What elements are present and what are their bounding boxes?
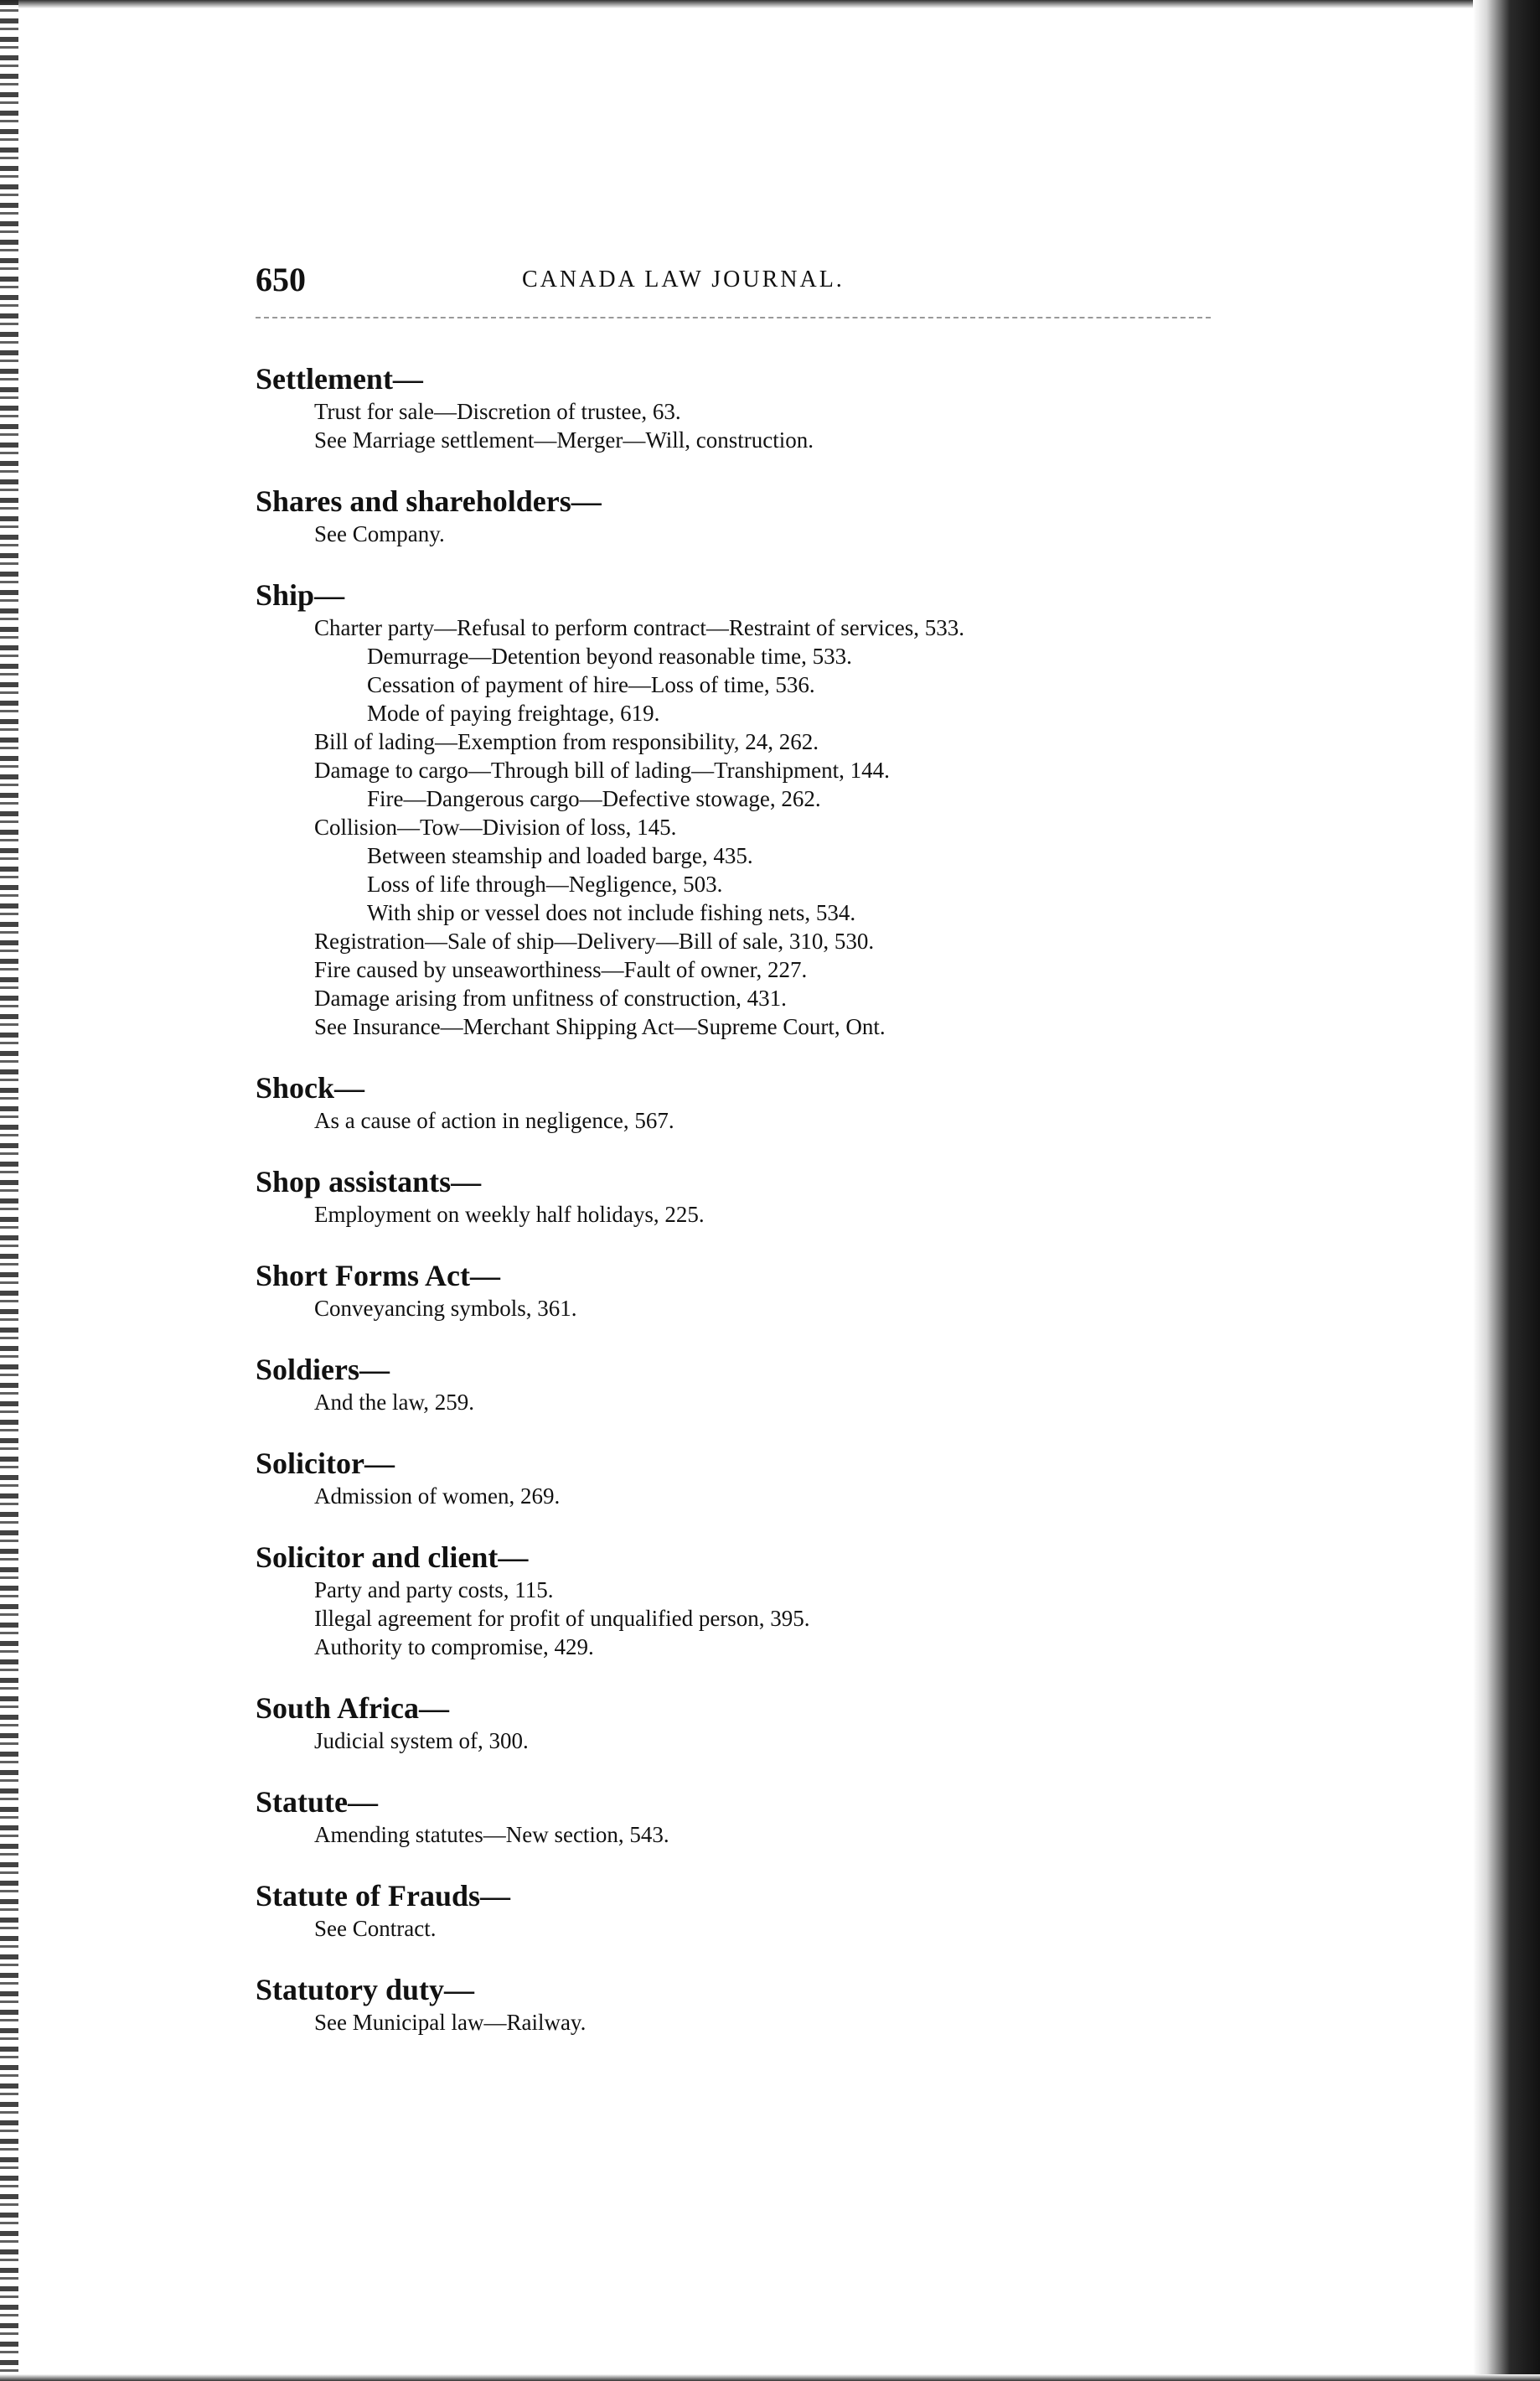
entry-heading: Shares and shareholders—: [256, 484, 602, 518]
entry-line: Employment on weekly half holidays, 225.: [314, 1202, 705, 1227]
entry-line: As a cause of action in negligence, 567.: [314, 1108, 674, 1133]
entry-heading: Shop assistants—: [256, 1165, 482, 1198]
entry-line: Registration—Sale of ship—Delivery—Bill of sale, 310, 530.: [314, 929, 875, 954]
entry-line: Authority to compromise, 429.: [314, 1634, 594, 1659]
entry-line: Admission of women, 269.: [314, 1483, 561, 1509]
index-entry: [256, 360, 1227, 454]
entry-line: Conveyancing symbols, 361.: [314, 1296, 577, 1321]
entry-heading: Short Forms Act—: [256, 1259, 500, 1292]
entry-subline: Loss of life through—Negligence, 503.: [367, 872, 723, 897]
entry-line: Bill of lading—Exemption from responsibility, 24, 262.: [314, 729, 819, 754]
entry-line: Judicial system of, 300.: [314, 1728, 529, 1753]
scan-border-left: [0, 0, 18, 2381]
index-entry: [256, 1783, 1227, 1849]
entry-heading: Soldiers—: [256, 1353, 390, 1386]
entry-heading: Solicitor—: [256, 1447, 395, 1480]
entry-heading: Solicitor and client—: [256, 1540, 529, 1574]
scan-border-top: [0, 0, 1540, 8]
entry-line: See Insurance—Merchant Shipping Act—Supreme Court, Ont.: [314, 1014, 886, 1039]
entry-line: And the law, 259.: [314, 1390, 474, 1415]
entry-heading: Settlement—: [256, 362, 423, 396]
entry-heading: Statutory duty—: [256, 1973, 475, 2006]
index-entries: [256, 360, 1227, 2037]
entry-line: See Contract.: [314, 1916, 437, 1941]
index-entry: [256, 1163, 1227, 1229]
entry-line: Amending statutes—New section, 543.: [314, 1822, 669, 1847]
entry-line: Damage arising from unfitness of construction, 431.: [314, 986, 787, 1011]
index-entry: [256, 1445, 1227, 1510]
entry-heading: Statute—: [256, 1785, 378, 1819]
entry-heading: Statute of Frauds—: [256, 1879, 510, 1913]
index-entry: [256, 1971, 1227, 2037]
entry-line: See Municipal law—Railway.: [314, 2010, 587, 2035]
entry-line: Damage to cargo—Through bill of lading—Transhipment, 144.: [314, 758, 890, 783]
index-entry: [256, 1069, 1227, 1135]
entry-subline: Fire—Dangerous cargo—Defective stowage, 262.: [367, 786, 821, 811]
index-entry: [256, 1877, 1227, 1943]
index-entry: [256, 1257, 1227, 1322]
journal-title: CANADA LAW JOURNAL.: [522, 267, 845, 292]
entry-line: Trust for sale—Discretion of trustee, 63.: [314, 399, 681, 424]
scan-border-right: [1473, 0, 1540, 2381]
entry-line: See Company.: [314, 521, 445, 546]
running-head: [256, 260, 1227, 302]
entry-subline: Demurrage—Detention beyond reasonable time, 533.: [367, 644, 852, 669]
entry-line: See Marriage settlement—Merger—Will, construction.: [314, 427, 814, 453]
index-entry: [256, 483, 1227, 548]
index-entry: [256, 577, 1227, 1041]
index-entry: [256, 1539, 1227, 1661]
page-number: 650: [256, 261, 306, 298]
journal-page: [256, 260, 1227, 2065]
entry-line: Fire caused by unseaworthiness—Fault of owner, 227.: [314, 957, 808, 982]
entry-subline: Mode of paying freightage, 619.: [367, 701, 660, 726]
entry-heading: South Africa—: [256, 1691, 450, 1725]
header-rule: [256, 317, 1211, 318]
entry-line: Collision—Tow—Division of loss, 145.: [314, 815, 677, 840]
entry-line: Charter party—Refusal to perform contract—Restraint of services, 533.: [314, 615, 964, 640]
entry-subline: With ship or vessel does not include fishing nets, 534.: [367, 900, 856, 925]
entry-line: Party and party costs, 115.: [314, 1577, 554, 1602]
scan-border-bottom: [0, 2374, 1540, 2381]
index-entry: [256, 1690, 1227, 1755]
entry-line: Illegal agreement for profit of unqualified person, 395.: [314, 1606, 810, 1631]
entry-subline: Cessation of payment of hire—Loss of time, 536.: [367, 672, 815, 697]
entry-heading: Ship—: [256, 578, 345, 612]
entry-subline: Between steamship and loaded barge, 435.: [367, 843, 753, 868]
entry-heading: Shock—: [256, 1071, 365, 1105]
index-entry: [256, 1351, 1227, 1416]
